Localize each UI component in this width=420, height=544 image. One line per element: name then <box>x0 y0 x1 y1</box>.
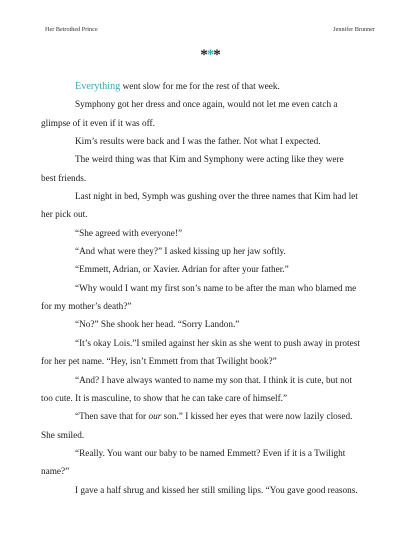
paragraph: “She agreed with everyone!” <box>75 228 183 239</box>
emphasis: our <box>148 412 162 423</box>
paragraph: “And what were they?” I asked kissing up her jaw softly. <box>75 247 286 258</box>
header-book-title: Her Betrothed Prince <box>45 26 98 33</box>
ornament-star-2: * <box>206 47 214 63</box>
body-text <box>41 78 376 500</box>
ornament-star-1: * <box>200 47 207 63</box>
paragraph: “And? I have always wanted to name my son that. I think it is cute, but not too cute. It is masculine, to show that he can take care of himself.” <box>41 375 352 404</box>
paragraph: Kim’s results were back and I was the father. Not what I expected. <box>75 137 321 148</box>
scene-break-ornament <box>0 46 420 64</box>
paragraph: “Why would I want my first son’s name to be after the man who blamed me for my mother’s death?” <box>41 283 357 313</box>
paragraph: “Emmett, Adrian, or Xavier. Adrian for after your father.” <box>75 265 289 276</box>
paragraph: Last night in bed, Symph was gushing over the three names that Kim had let her pick out. <box>41 192 358 221</box>
ornament-star-3: * <box>213 47 220 63</box>
paragraph: Everything went slow for me for the rest of that week. <box>75 81 280 92</box>
drop-word: Everything <box>75 81 121 92</box>
paragraph: I gave a half shrug and kissed her still smiling lips. “You gave good reasons. <box>75 485 358 496</box>
paragraph: “No?” She shook her head. “Sorry Landon.” <box>75 320 240 331</box>
paragraph: “Then save that for our son.” I kissed her eyes that were now lazily closed. She smiled. <box>41 412 353 441</box>
running-header <box>45 26 375 33</box>
paragraph: “Really. You want our baby to be named Emmett? Even if it is a Twilight name?” <box>41 448 346 478</box>
paragraph: Symphony got her dress and once again, would not let me even catch a glimpse of it even if it was off. <box>41 100 338 129</box>
paragraph: “It’s okay Lois.”I smiled against her skin as she went to push away in protest for her pet name. “Hey, isn’t Emmett from that Twilight book?” <box>41 338 360 368</box>
header-author: Jennifer Brunner <box>333 26 375 33</box>
paragraph: The weird thing was that Kim and Symphony were acting like they were best friends. <box>41 155 344 184</box>
